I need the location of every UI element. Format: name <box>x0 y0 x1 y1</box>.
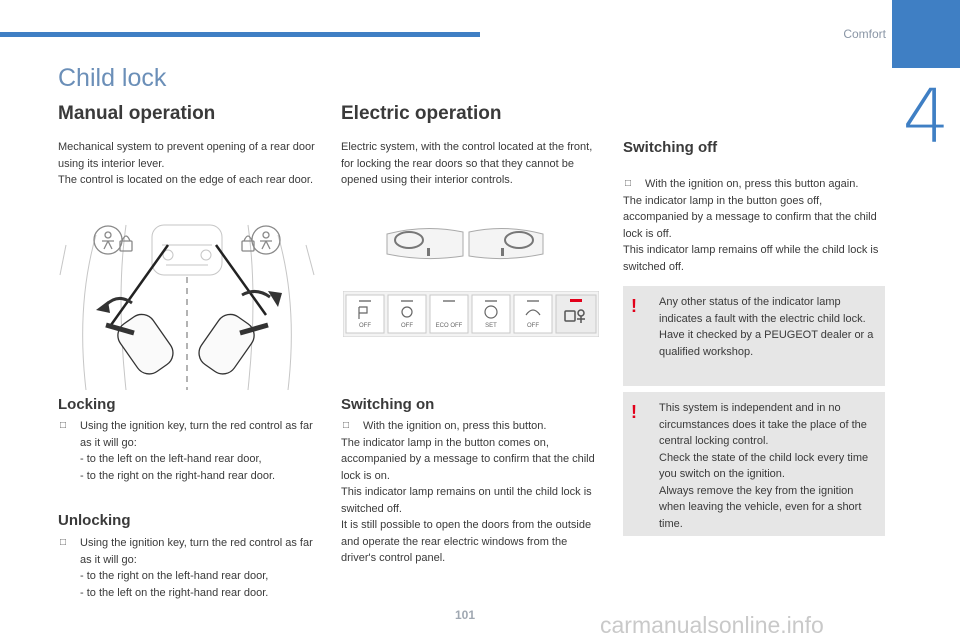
manual-child-lock-illustration <box>56 215 318 390</box>
manual-operation-heading: Manual operation <box>58 103 216 124</box>
warning-box-fault <box>623 286 885 386</box>
locking-instructions <box>58 418 320 484</box>
locking-line-left: - to the left on the left-hand rear door, <box>80 453 262 465</box>
panel-label-2: OFF <box>401 323 413 329</box>
chapter-number: 4 <box>902 74 950 160</box>
warning-exclamation-icon: ! <box>631 402 637 422</box>
electric-operation-heading: Electric operation <box>341 103 502 124</box>
unlocking-line-right: - to the left on the right-hand rear door. <box>80 586 269 599</box>
switching-on-text-1: The indicator lamp in the button comes on, accompanied by a message to confirm that the child lock is on. <box>341 436 595 482</box>
warning-exclamation-icon: ! <box>631 296 637 316</box>
panel-label-5: OFF <box>527 323 539 329</box>
warning-box-independent <box>623 392 885 536</box>
warning-independent-text-1: This system is independent and in no circumstances does it take the place of the central locking control. <box>659 402 867 447</box>
bullet-marker-icon: □ <box>625 178 632 189</box>
child-lock-indicator-lamp <box>570 299 582 302</box>
switching-off-instructions <box>623 176 885 275</box>
page-title: Child lock <box>58 64 167 92</box>
manual-intro <box>58 139 320 189</box>
warning-box-independent-text <box>659 400 879 532</box>
manual-intro-text-1: Mechanical system to prevent opening of a rear door using its interior lever. <box>58 141 315 170</box>
page-number: 101 <box>455 608 476 622</box>
locking-line-right: - to the right on the right-hand rear door. <box>80 469 276 482</box>
manual-intro-text-2: The control is located on the edge of each rear door. <box>58 174 313 186</box>
switching-on-bullet: With the ignition on, press this button. <box>363 420 547 432</box>
unlocking-instructions <box>58 535 320 601</box>
switching-off-bullet: With the ignition on, press this button again. <box>645 178 859 190</box>
switching-on-instructions <box>341 418 603 567</box>
locking-bullet: Using the ignition key, turn the red control as far as it will go: <box>80 420 313 449</box>
panel-label-1: OFF <box>359 323 371 329</box>
unlocking-heading: Unlocking <box>58 512 131 529</box>
warning-box-fault-text <box>659 294 879 360</box>
bullet-marker-icon: □ <box>60 420 67 431</box>
panel-label-3: ECO OFF <box>435 323 463 329</box>
switching-on-text-3: It is still possible to open the doors from the outside and operate the rear electric windows from the driver's control panel. <box>341 519 592 564</box>
switching-off-heading: Switching off <box>623 139 718 156</box>
control-button-panel <box>343 291 599 337</box>
unlocking-bullet: Using the ignition key, turn the red control as far as it will go: <box>80 537 313 566</box>
section-label: Comfort <box>843 27 886 41</box>
bullet-marker-icon: □ <box>343 420 350 431</box>
switching-on-text-2: This indicator lamp remains on until the child lock is switched off. <box>341 486 592 515</box>
warning-fault-text-1: Any other status of the indicator lamp indicates a fault with the electric child lock. <box>659 296 866 325</box>
warning-fault-text-2: Have it checked by a PEUGEOT dealer or a qualified workshop. <box>659 329 874 358</box>
dashboard-illustration <box>385 222 545 264</box>
switching-off-text-2: This indicator lamp remains off while the child lock is switched off. <box>623 244 879 273</box>
header-accent-bar <box>0 32 480 37</box>
unlocking-line-left: - to the right on the left-hand rear door, <box>80 570 269 582</box>
warning-independent-text-2: Check the state of the child lock every time you switch on the ignition. <box>659 451 869 480</box>
electric-intro: Electric system, with the control located at the front, for locking the rear doors so that they cannot be opened using their interior controls. <box>341 141 593 186</box>
switching-on-heading: Switching on <box>341 396 435 413</box>
switching-off-text-1: The indicator lamp in the button goes off, accompanied by a message to confirm that the child lock is off. <box>623 194 877 240</box>
locking-heading: Locking <box>58 396 116 413</box>
chapter-tab <box>892 0 960 68</box>
bullet-marker-icon: □ <box>60 537 67 548</box>
panel-label-4: SET <box>485 323 497 329</box>
watermark: carmanualsonline.info <box>600 612 824 638</box>
warning-independent-text-3: Always remove the key from the ignition when leaving the vehicle, even for a short time. <box>659 484 862 530</box>
